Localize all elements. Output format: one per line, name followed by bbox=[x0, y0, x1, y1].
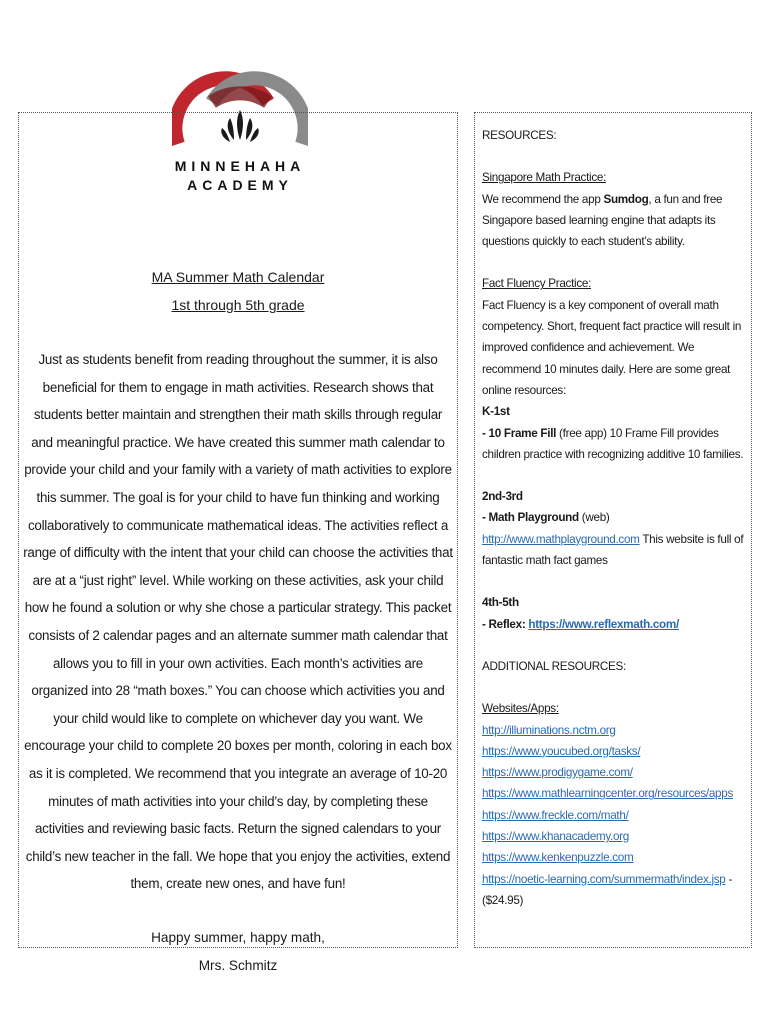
g23-link-line: http://www.mathplayground.com This website is full of fantastic math fact games bbox=[482, 532, 744, 568]
website-link[interactable]: https://www.youcubed.org/tasks/ bbox=[482, 744, 641, 758]
logo-line-1: MINNEHAHA bbox=[174, 158, 306, 174]
fact-fluency-heading: Fact Fluency Practice: bbox=[482, 277, 592, 291]
singapore-text: We recommend the app Sumdog, a fun and free Singapore based learning engine that adapts its questions quickly to each student’s ability. bbox=[482, 192, 723, 249]
resources-panel bbox=[474, 112, 752, 948]
k1-resource: - 10 Frame Fill (free app) 10 Frame Fill provides children practice with recognizing additive 10 families. bbox=[482, 426, 744, 461]
website-link[interactable]: https://noetic-learning.com/summermath/index.jsp bbox=[482, 872, 726, 886]
website-link[interactable]: http://illuminations.nctm.org bbox=[482, 723, 616, 737]
website-link-list: http://illuminations.nctm.org https://www.youcubed.org/tasks/ https://www.prodigygame.com/ https://www.mathlearningcenter.org/resources/apps https://www.freckle.com/math/ https://www.khanacademy.org https://www.kenkenpuzzle.com https://noetic-learning.com/summermath/index.jsp - ($24.95) bbox=[482, 720, 748, 912]
letter-panel bbox=[18, 112, 458, 973]
g23-heading: 2nd-3rd bbox=[482, 490, 523, 504]
g23-resource: - Math Playground (web) bbox=[482, 511, 610, 525]
logo-line-2: ACADEMY bbox=[187, 177, 293, 193]
website-link[interactable]: https://www.kenkenpuzzle.com bbox=[482, 851, 634, 865]
additional-resources-heading: ADDITIONAL RESOURCES: bbox=[482, 659, 626, 673]
website-link[interactable]: https://www.khanacademy.org bbox=[482, 830, 629, 844]
letter-body: Just as students benefit from reading throughout the summer, it is also beneficial for them to engage in math activities. Research shows that students better maintain and strengthen their math skills through regular and meaningful practice. We have created this summer math calendar to provide your child and your family with a variety of math activities to explore this summer. The goal is for your child to have fun thinking and working collaboratively to communicate mathematical ideas. The activities reflect a range of difficulty with the intent that your child can choose the activities that are at a “just right” level. While working on these activities, ask your child how he found a solution or why she chose a particular strategy. This packet consists of 2 calendar pages and an alternate summer math calendar that allows you to fill in your own activities. Each month’s activities are organized into 28 “math boxes.” You can choose which activities you and your child would like to complete on whichever day you want. We encourage your child to complete 20 boxes per month, coloring in each box as it is completed. We recommend that you integrate an average of 10-20 minutes of math activities into your child’s day, by completing these activities and reviewing basic facts. Return the signed calendars to your child’s new teacher in the fall. We hope that you enjoy the activities, extend them, create new ones, and have fun! bbox=[23, 352, 453, 892]
k1-heading: K-1st bbox=[482, 405, 510, 419]
website-link[interactable]: https://www.freckle.com/math/ bbox=[482, 808, 629, 822]
grade-subtitle: 1st through 5th grade bbox=[171, 297, 305, 313]
g45-heading: 4th-5th bbox=[482, 596, 519, 610]
calendar-title: MA Summer Math Calendar bbox=[151, 269, 325, 285]
websites-heading: Websites/Apps: bbox=[482, 702, 559, 716]
price-text: ($24.95) bbox=[482, 893, 524, 907]
signature-name: Mrs. Schmitz bbox=[198, 957, 278, 973]
resources-heading: RESOURCES: bbox=[482, 129, 557, 142]
website-link[interactable]: https://www.prodigygame.com/ bbox=[482, 766, 633, 780]
fact-fluency-text: Fact Fluency is a key component of overall math competency. Short, frequent fact practice will result in improved confidence and achievement. We recommend 10 minutes daily. Here are some great online resources: bbox=[482, 298, 742, 397]
singapore-heading: Singapore Math Practice: bbox=[482, 171, 607, 185]
website-link[interactable]: https://www.mathlearningcenter.org/resources/apps bbox=[482, 787, 734, 801]
reflexmath-link[interactable]: https://www.reflexmath.com/ bbox=[528, 617, 679, 631]
mathplayground-link[interactable]: http://www.mathplayground.com bbox=[482, 532, 640, 546]
g45-resource: - Reflex: https://www.reflexmath.com/ bbox=[482, 617, 679, 631]
sumdog-app-name: Sumdog bbox=[603, 192, 649, 206]
closing-line: Happy summer, happy math, bbox=[151, 929, 325, 945]
